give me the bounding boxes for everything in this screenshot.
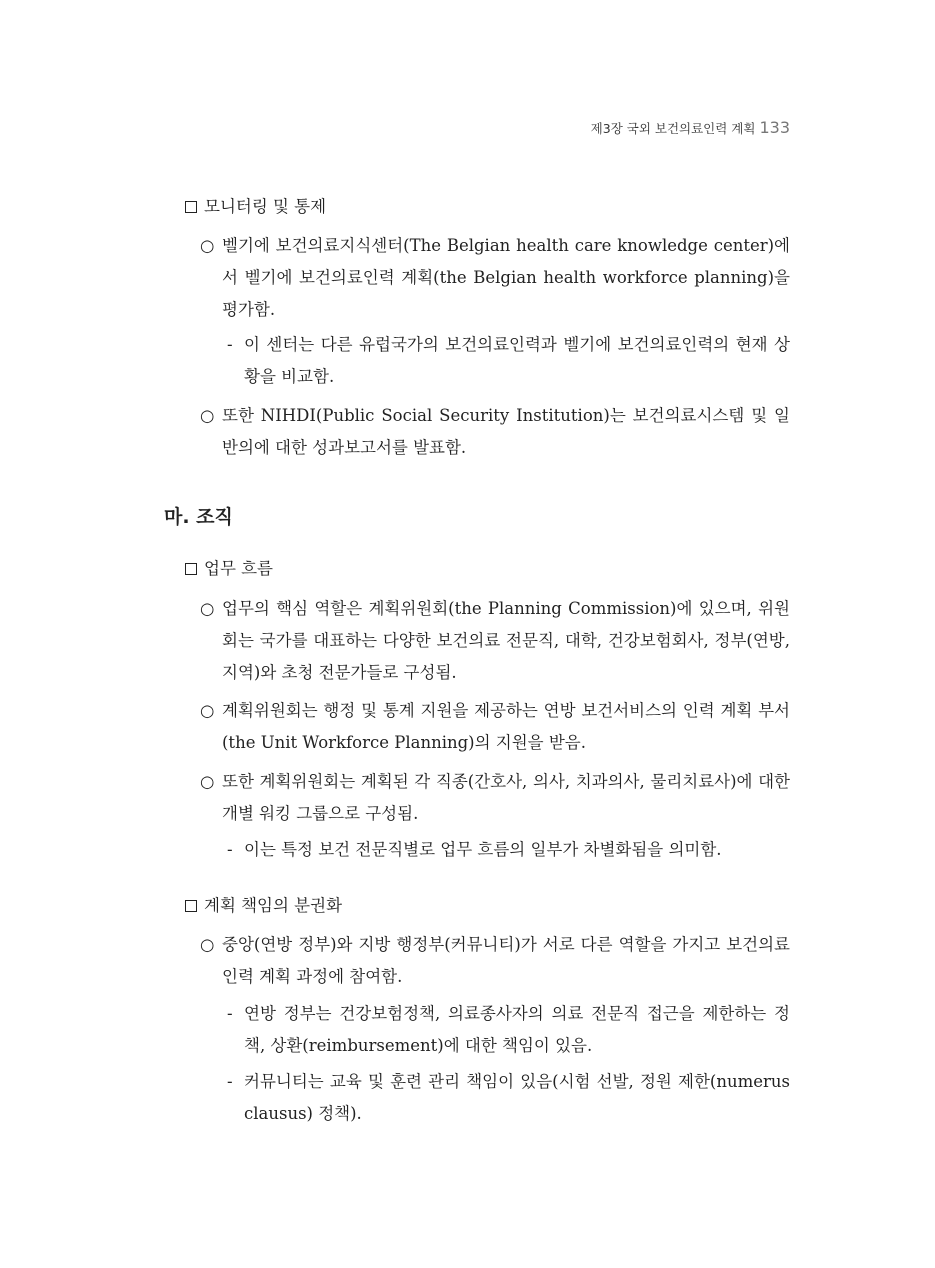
- dash-bullet: -: [227, 335, 233, 354]
- item-text: 커뮤니티는 교육 및 훈련 관리 책임이 있음(시험 선발, 정원 제한(numerus clausus) 정책).: [244, 1072, 790, 1123]
- running-header: [591, 118, 790, 137]
- circle-bullet-icon: ○: [200, 772, 215, 791]
- sub-list-item: [227, 834, 790, 866]
- heading-text: 업무 흐름: [204, 559, 274, 578]
- circle-bullet-icon: ○: [200, 406, 215, 425]
- dash-bullet: -: [227, 1004, 233, 1023]
- sub-list-item: [227, 998, 790, 1062]
- item-text: 연방 정부는 건강보험정책, 의료종사자의 의료 전문직 접근을 제한하는 정책, 상환(reimbursement)에 대한 책임이 있음.: [244, 1004, 790, 1055]
- item-text: 벨기에 보건의료지식센터(The Belgian health care knowledge center)에서 벨기에 보건의료인력 계획(the Belgian health workforce planning)을 평가함.: [222, 236, 790, 319]
- list-item: [200, 766, 790, 830]
- chapter-title: 제3장 국외 보건의료인력 계획: [590, 121, 756, 136]
- item-text: 또한 계획위원회는 계획된 각 직종(간호사, 의사, 치과의사, 물리치료사)에 대한 개별 워킹 그룹으로 구성됨.: [222, 772, 790, 823]
- item-text: 또한 NIHDI(Public Social Security Institution)는 보건의료시스템 및 일반의에 대한 성과보고서를 발표함.: [222, 406, 790, 457]
- list-item: [200, 929, 790, 993]
- list-item: [200, 695, 790, 759]
- item-text: 이는 특정 보건 전문직별로 업무 흐름의 일부가 차별화됨을 의미함.: [244, 840, 722, 859]
- dash-bullet: -: [227, 1072, 233, 1091]
- sub-list-item: [227, 1066, 790, 1130]
- list-item: [200, 593, 790, 689]
- heading-monitoring: [185, 191, 790, 223]
- item-text: 업무의 핵심 역할은 계획위원회(the Planning Commission)에 있으며, 위원회는 국가를 대표하는 다양한 보건의료 전문직, 대학, 건강보험회사, 정부(연방, 지역)와 초청 전문가들로 구성됨.: [222, 599, 790, 682]
- section-title: 마. 조직: [164, 506, 233, 528]
- circle-bullet-icon: ○: [200, 236, 215, 255]
- heading-decentralization: [185, 890, 790, 922]
- circle-bullet-icon: ○: [200, 701, 215, 720]
- square-bullet-icon: [185, 900, 197, 912]
- list-item: [200, 400, 790, 464]
- heading-workflow: [185, 553, 790, 585]
- circle-bullet-icon: ○: [200, 935, 215, 954]
- dash-bullet: -: [227, 840, 233, 859]
- sub-list-item: [227, 329, 790, 393]
- heading-text: 계획 책임의 분권화: [204, 896, 343, 915]
- item-text: 계획위원회는 행정 및 통계 지원을 제공하는 연방 보건서비스의 인력 계획 부서(the Unit Workforce Planning)의 지원을 받음.: [222, 701, 790, 752]
- square-bullet-icon: [185, 201, 197, 213]
- square-bullet-icon: [185, 563, 197, 575]
- item-text: 이 센터는 다른 유럽국가의 보건의료인력과 벨기에 보건의료인력의 현재 상황을 비교함.: [244, 335, 790, 386]
- item-text: 중앙(연방 정부)와 지방 행정부(커뮤니티)가 서로 다른 역할을 가지고 보건의료인력 계획 과정에 참여함.: [222, 935, 790, 986]
- circle-bullet-icon: ○: [200, 599, 215, 618]
- page-number: 133: [759, 118, 790, 137]
- list-item: [200, 230, 790, 326]
- heading-text: 모니터링 및 통제: [204, 197, 327, 216]
